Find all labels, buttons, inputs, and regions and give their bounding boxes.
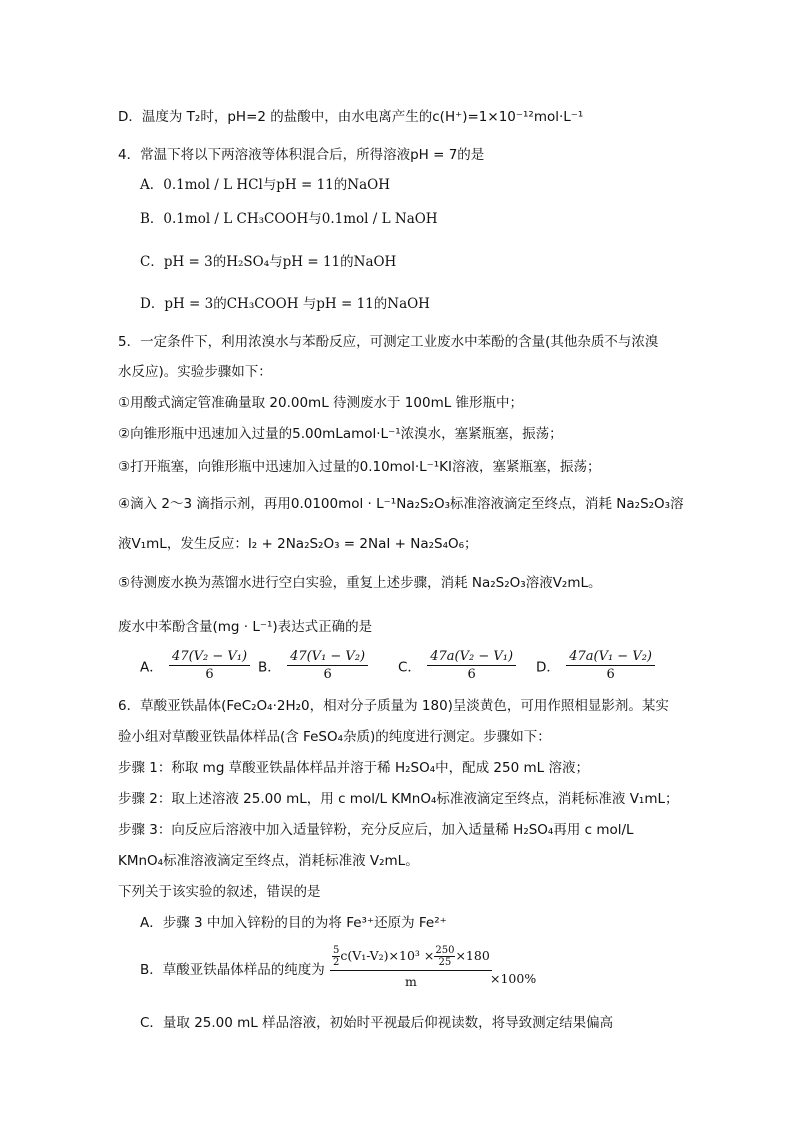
- q6-option-b-percent: ×100%: [490, 971, 537, 986]
- q5-option-d-numerator: 47a(V₁ − V₂): [566, 649, 655, 666]
- q6-option-b-mid: c(V₁-V₂)×10³ ×: [340, 948, 435, 963]
- q6-option-b-formula: [330, 945, 492, 989]
- q5-step-2: ②向锥形瓶中迅速加入过量的5.00mLamol·L⁻¹浓溴水，塞紧瓶塞，振荡；: [118, 426, 563, 442]
- q6-step-3-line2: KMnO₄标准溶液滴定至终点，消耗标准液 V₂mL。: [118, 853, 419, 869]
- q5-option-d-denominator: 6: [606, 667, 615, 682]
- q6-step-3-line1: 步骤 3：向反应后溶液中加入适量锌粉，充分反应后，加入适量稀 H₂SO₄再用 c mol/L: [118, 822, 634, 838]
- q5-option-a-numerator: 47(V₂ − V₁): [169, 649, 250, 666]
- q5-option-c-numerator: 47a(V₂ − V₁): [427, 649, 516, 666]
- q6-stem-line2: 验小组对草酸亚铁晶体样品(含 FeSO₄杂质)的纯度进行测定。步骤如下：: [118, 729, 551, 745]
- q4-stem: 4．常温下将以下两溶液等体积混合后，所得溶液pH = 7的是: [118, 147, 485, 163]
- q5-step-1: ①用酸式滴定管准确量取 20.00mL 待测废水于 100mL 锥形瓶中；: [118, 395, 524, 411]
- q5-option-a: [140, 649, 252, 682]
- q6-step-1: 步骤 1：称取 mg 草酸亚铁晶体样品并溶于稀 H₂SO₄中，配成 250 mL 溶液；: [118, 760, 589, 776]
- q5-option-a-label: A．: [140, 659, 163, 676]
- q6-question: 下列关于该实验的叙述，错误的是: [118, 884, 321, 900]
- q6-option-b-denominator: m: [404, 974, 417, 989]
- q5-step-4-line2: 液V₁mL，发生反应：I₂ + 2Na₂S₂O₃ = 2NaI + Na₂S₄O₆；: [118, 536, 478, 552]
- q4-option-c: C．pH = 3的H₂SO₄与pH = 11的NaOH: [140, 254, 397, 270]
- q5-option-b-label: B．: [258, 659, 281, 676]
- q4-option-d: D．pH = 3的CH₃COOH 与pH = 11的NaOH: [140, 296, 430, 312]
- q5-stem-line2: 水反应)。实验步骤如下：: [118, 364, 272, 380]
- q6-option-b-25: 25: [438, 957, 452, 968]
- q5-option-c-fraction: [427, 649, 516, 682]
- q5-option-d-fraction: [566, 649, 655, 682]
- q6-option-b-numerator: [330, 945, 492, 971]
- q5-option-b-denominator: 6: [323, 667, 332, 682]
- q5-option-d: [536, 649, 657, 682]
- q5-option-a-fraction: [169, 649, 250, 682]
- q6-option-b-dilution: [434, 945, 455, 968]
- q5-stem-line1: 5．一定条件下，利用浓溴水与苯酚反应，可测定工业废水中苯酚的含量(其他杂质不与浓溴: [118, 334, 659, 350]
- q3-option-d: D．温度为 T₂时，pH=2 的盐酸中，由水电离产生的c(H⁺)=1×10⁻¹²mol·L⁻¹: [118, 109, 584, 125]
- q4-option-b: B．0.1mol / L CH₃COOH与0.1mol / L NaOH: [140, 211, 438, 227]
- q6-step-2: 步骤 2：取上述溶液 25.00 mL，用 c mol/L KMnO₄标准液滴定至终点，消耗标准液 V₁mL；: [118, 791, 679, 807]
- q5-option-c-label: C．: [398, 659, 421, 676]
- q5-option-c: [398, 649, 518, 682]
- q5-option-c-denominator: 6: [467, 667, 476, 682]
- q6-stem-line1: 6．草酸亚铁晶体(FeC₂O₄·2H₂0，相对分子质量为 180)呈淡黄色，可用作照相显影剂。某实: [118, 698, 669, 714]
- q6-option-c: C．量取 25.00 mL 样品溶液，初始时平视最后仰视读数，将导致测定结果偏高: [140, 1015, 614, 1031]
- q6-option-b-250: 250: [435, 945, 455, 956]
- q5-step-5: ⑤待测废水换为蒸馏水进行空白实验，重复上述步骤，消耗 Na₂S₂O₃溶液V₂mL。: [118, 575, 602, 591]
- q5-option-b: [258, 649, 370, 682]
- q6-option-b-two: 2: [333, 957, 340, 968]
- q5-step-3: ③打开瓶塞，向锥形瓶中迅速加入过量的0.10mol·L⁻¹KI溶液，塞紧瓶塞，振荡；: [118, 459, 601, 475]
- q4-option-a: A．0.1mol / L HCl与pH = 11的NaOH: [140, 177, 390, 193]
- q5-option-b-numerator: 47(V₁ − V₂): [287, 649, 368, 666]
- q5-step-4-line1: ④滴入 2～3 滴指示剂，再用0.0100mol · L⁻¹Na₂S₂O₃标准溶液滴定至终点，消耗 Na₂S₂O₃溶: [118, 496, 684, 512]
- q5-option-a-denominator: 6: [205, 667, 214, 682]
- q6-option-b-tail: ×180: [455, 948, 490, 963]
- q5-question: 废水中苯酚含量(mg · L⁻¹)表达式正确的是: [118, 619, 373, 635]
- q6-option-b-five: 5: [333, 945, 340, 956]
- q5-option-d-label: D．: [536, 659, 560, 676]
- q6-option-a: A．步骤 3 中加入锌粉的目的为将 Fe³⁺还原为 Fe²⁺: [140, 915, 447, 931]
- q6-option-b-label: B．草酸亚铁晶体样品的纯度为: [140, 962, 325, 978]
- q5-option-b-fraction: [287, 649, 368, 682]
